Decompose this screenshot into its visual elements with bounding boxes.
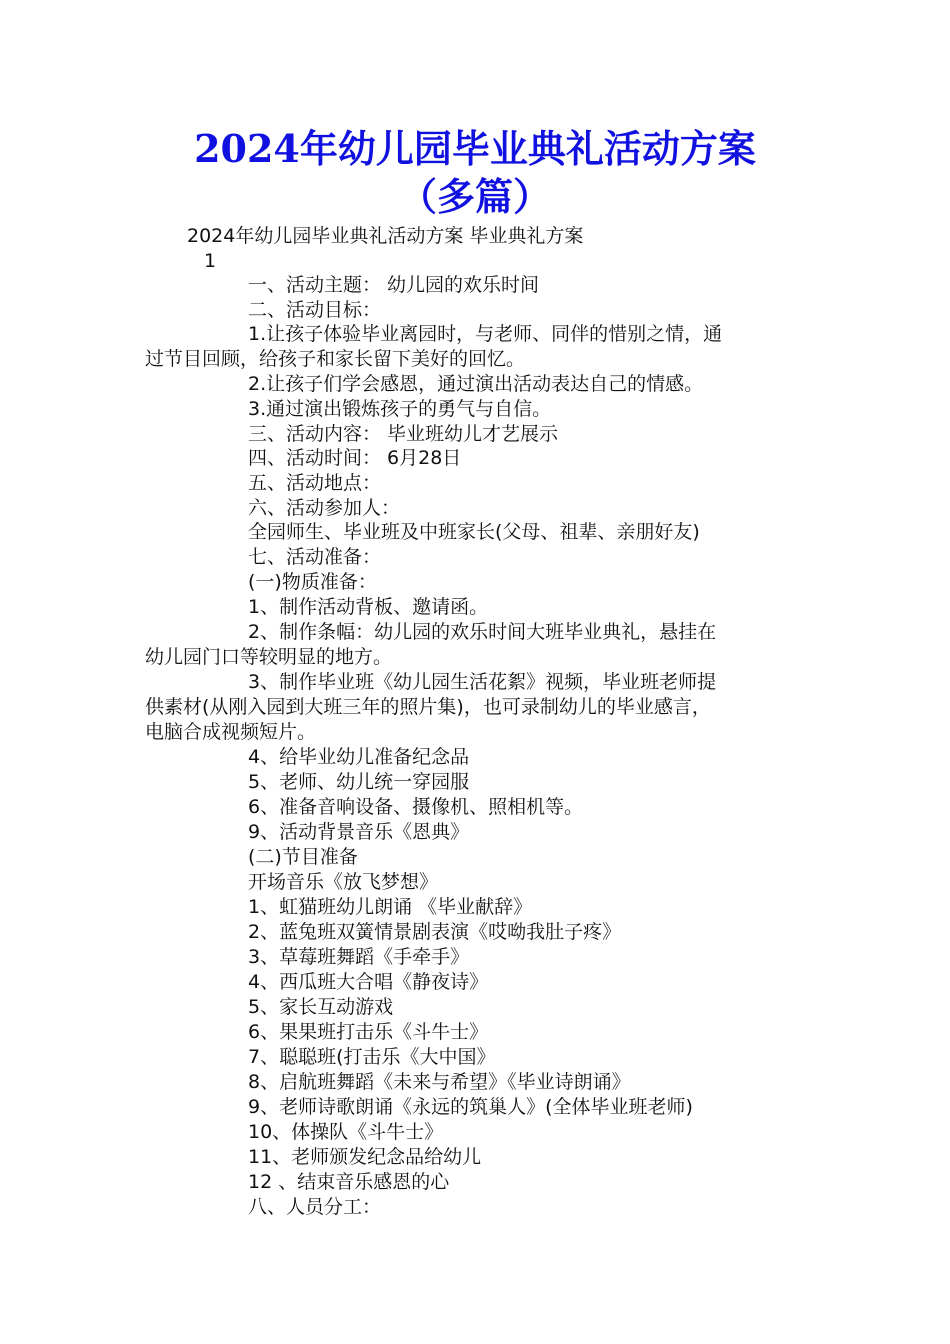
body-line: 7、聪聪班(打击乐《大中国》 (248, 1046, 496, 1068)
body-line: 2.让孩子们学会感恩，通过演出活动表达自己的情感。 (248, 373, 704, 395)
body-line: 3、制作毕业班《幼儿园生活花絮》视频，毕业班老师提 (248, 671, 717, 693)
document-title-line-1: 2024年幼儿园毕业典礼活动方案 (194, 126, 756, 171)
body-line: 六、活动参加人： (248, 497, 401, 519)
body-line: 2、蓝兔班双簧情景剧表演《哎呦我肚子疼》 (248, 921, 622, 943)
body-line: 1、制作活动背板、邀请函。 (248, 596, 489, 618)
body-line: (二)节目准备 (248, 846, 358, 868)
body-line: 三、活动内容： 毕业班幼儿才艺展示 (248, 423, 559, 445)
body-line: (一)物质准备： (248, 571, 377, 593)
body-line: 5、家长互动游戏 (248, 996, 394, 1018)
body-line: 4、西瓜班大合唱《静夜诗》 (248, 971, 489, 993)
body-line: 开场音乐《放飞梦想》 (248, 871, 439, 893)
body-line: 一、活动主题： 幼儿园的欢乐时间 (248, 274, 540, 296)
section-number: 1 (204, 250, 217, 272)
body-line: 1.让孩子体验毕业离园时，与老师、同伴的惜别之情，通 (248, 323, 723, 345)
document-subtitle: 2024年幼儿园毕业典礼活动方案 毕业典礼方案 (187, 225, 584, 247)
body-line: 10、体操队《斗牛士》 (248, 1121, 444, 1143)
body-line: 1、虹猫班幼儿朗诵 《毕业献辞》 (248, 896, 533, 918)
body-line: 供素材(从刚入园到大班三年的照片集)，也可录制幼儿的毕业感言， (145, 696, 711, 718)
body-line: 3、草莓班舞蹈《手牵手》 (248, 946, 470, 968)
body-line: 6、果果班打击乐《斗牛士》 (248, 1021, 489, 1043)
body-line: 11、老师颁发纪念品给幼儿 (248, 1146, 482, 1168)
body-line: 3.通过演出锻炼孩子的勇气与自信。 (248, 398, 552, 420)
body-line: 七、活动准备： (248, 546, 382, 568)
body-line: 8、启航班舞蹈《未来与希望》《毕业诗朗诵》 (248, 1071, 631, 1093)
body-line: 电脑合成视频短片。 (145, 721, 317, 743)
body-line: 四、活动时间： 6月28日 (248, 447, 462, 469)
body-line: 5、老师、幼儿统一穿园服 (248, 771, 470, 793)
body-line: 9、老师诗歌朗诵《永远的筑巢人》(全体毕业班老师) (248, 1096, 693, 1118)
body-line: 全园师生、毕业班及中班家长(父母、祖辈、亲朋好友) (248, 521, 700, 543)
body-line: 6、准备音响设备、摄像机、照相机等。 (248, 796, 584, 818)
body-line: 八、人员分工： (248, 1196, 382, 1218)
body-line: 9、活动背景音乐《恩典》 (248, 821, 470, 843)
body-line: 二、活动目标： (248, 299, 382, 321)
body-line: 4、给毕业幼儿准备纪念品 (248, 746, 470, 768)
body-line: 过节目回顾，给孩子和家长留下美好的回忆。 (145, 348, 526, 370)
document-title-line-2: （多篇） (398, 174, 551, 219)
body-line: 幼儿园门口等较明显的地方。 (145, 646, 393, 668)
body-line: 五、活动地点： (248, 472, 382, 494)
body-line: 12 、结束音乐感恩的心 (248, 1171, 450, 1193)
body-line: 2、制作条幅：幼儿园的欢乐时间大班毕业典礼，悬挂在 (248, 621, 717, 643)
